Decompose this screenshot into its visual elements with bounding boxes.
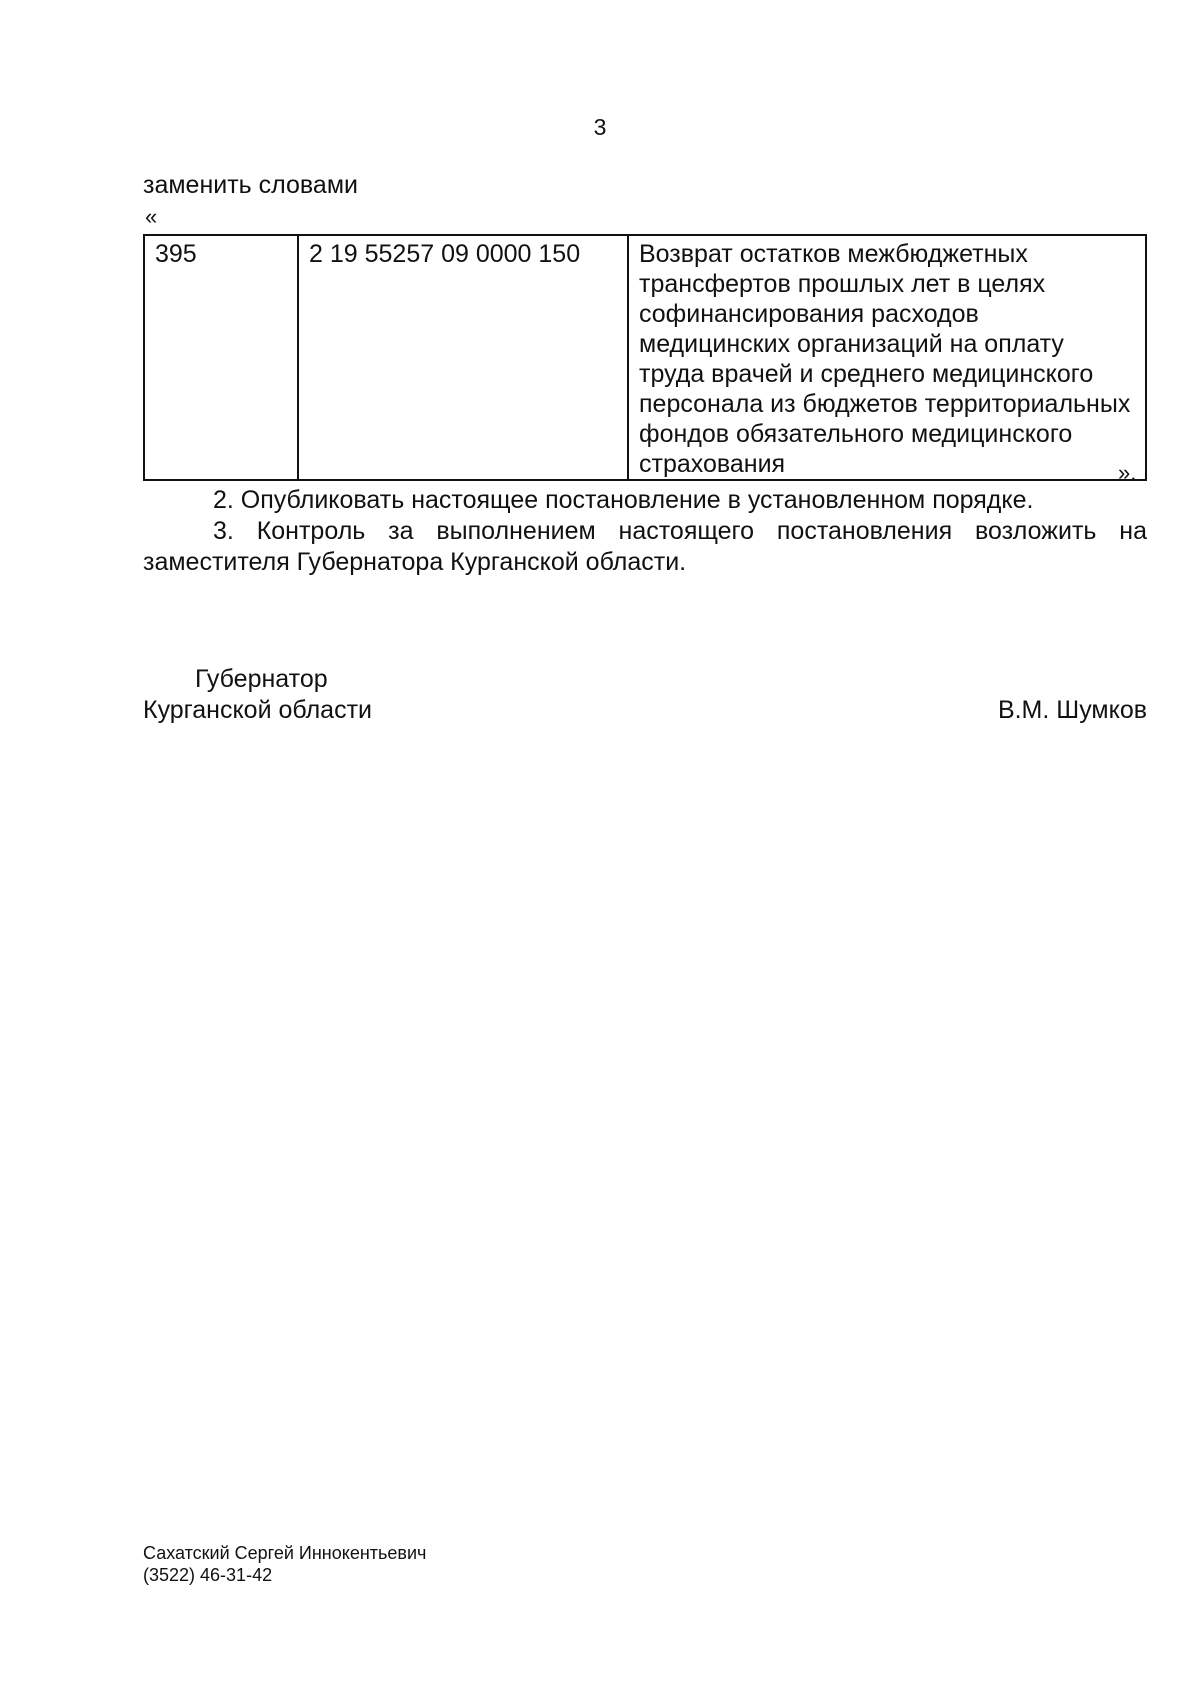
signatory-name: В.М. Шумков [997, 696, 1147, 724]
table-row [144, 235, 1146, 480]
signatory-title-line2: Курганской области [143, 696, 373, 724]
paragraph-control: 3. Контроль за выполнением настоящего постановления возложить на заместителя Губернатора Курганской области. [143, 517, 1147, 576]
admin-code-cell: 395 [144, 235, 298, 480]
executor-info [143, 1542, 426, 1586]
page-number: 3 [593, 114, 607, 140]
intro-text: заменить словами [143, 171, 358, 199]
description-cell: Возврат остатков межбюджетных трансфертов прошлых лет в целях софинансирования расходов медицинских организаций на оплату труда врачей и среднего медицинского персонала из бюджетов территориальных фондов обязательного медицинского страхования [628, 235, 1146, 480]
paragraph-publish: 2. Опубликовать настоящее постановление в установленном порядке. [213, 486, 1034, 514]
closing-quote: ». [1118, 460, 1137, 485]
budget-code-cell: 2 19 55257 09 0000 150 [298, 235, 628, 480]
signatory-title-line1: Губернатор [195, 665, 328, 693]
signatory-title [143, 664, 372, 726]
budget-code-table [143, 234, 1147, 481]
executor-phone: (3522) 46-31-42 [143, 1565, 273, 1585]
executor-name: Сахатский Сергей Иннокентьевич [143, 1543, 427, 1563]
opening-quote: « [145, 204, 158, 229]
